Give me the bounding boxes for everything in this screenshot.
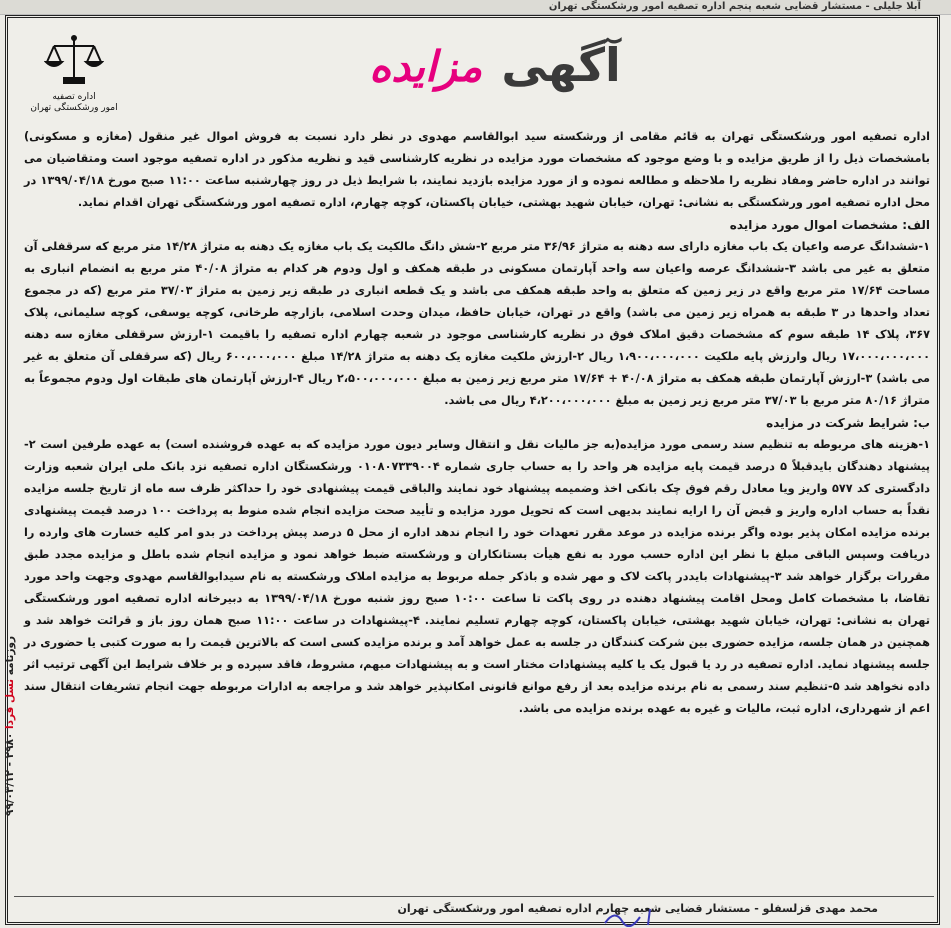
footer-divider bbox=[14, 896, 934, 897]
header-strip-text: آبلا جلیلی - مستشار قضایی شعبه پنجم اداره تصفیه امور ورشکستگی تهران bbox=[548, 1, 921, 12]
newspaper-name-red: نسل فردا bbox=[4, 678, 16, 729]
title-word-auction: مزایده bbox=[369, 42, 483, 91]
section-b-title: ب: شرایط شرکت در مزایده bbox=[766, 416, 930, 430]
section-b-text: ۱-هزینه های مربوطه به تنظیم سند رسمی مورد مزایده(به جز مالیات نقل و انتقال وسایر دیون مورد مزایده که به عهده فروشنده است) به عهده طرفین است ۲-پیشنهاد دهندگان بایدقبلاً ۵ درصد قیمت پایه مزایده هر واحد را به حساب جاری شماره ۰۱۰۸۰۷۳۳۹۰۰۴ ورشکستگان اداره تصفیه نزد بانک ملی ایران شعبه وزارت دادگستری کد ۵۷۷ واریز ویا معادل رقم فوق چک بانکی اخذ وضمیمه پیشنهاد خود نمایند والباقی قیمت پیشنهادی خود را حداکثر ظرف سه ماه از تاریخ جلسه مزایده نقداً به حساب اداره واریز و قبض آن را ارایه نمایند بدیهی است که تحویل مورد مزایده و تأیید صحت مزایده انجام شده منوط به پرداخت ۱۰۰ درصد قیمت پیشنهادی برنده مزایده امکان پذیر بوده واگر برنده مزایده در موعد مقرر تعهدات خود را انجام ندهد اداره از محل ۵ درصد پیش پرداخت در بدو امر کلیه خسارت های وارده را دریافت وسپس الباقی مبلغ با نظر این اداره حسب مورد به نفع هیأت بستانکاران و ورشکسته ضبط خواهد نمود و مزایده انجام شده باطل و مزایده مجدد طبق مقررات برگزار خواهد شد ۳-پیشنهادات بایددر پاکت لاک و مهر شده و باذکر جمله مربوط به مزایده املاک ورشکسته به نام سیدابوالقاسم مهدوی وجهت واحد مورد تقاضا، با مشخصات کامل ومحل اقامت پیشنهاد دهنده در روی پاکت تا ساعت ۱۰:۰۰ صبح روز شنبه مورخ ۱۳۹۹/۰۴/۱۸ به دبیرخانه اداره تصفیه امور ورشکستگی تهران به نشانی: تهران، خیابان شهید بهشتی، خیابان پاکستان، کوچه چهارم تسلیم نمایند. ۴-پیشنهادات در ساعت ۱۱:۰۰ صبح همان روز باز و قرائت خواهد شد و همچنین در همان جلسه، مزایده حضوری بین شرکت کنندگان در جلسه به عمل خواهد آمد و برنده مزایده کسی است که بالاترین قیمت را به صورت کتبی یا حضوری در جلسه پیشنهاد نماید. اداره تصفیه در رد یا قبول یک یا کلیه پیشنهادات مختار است و به پیشنهادات مبهم، مشروط، فاقد سپرده و بر خلاف شرایط این آگهی ترتیب اثر داده نخواهد شد ۵-تنظیم سند رسمی به نام برنده مزایده بعد از رفع موانع قانونی امکانپذیر خواهد شد و مراجعه به ادارات مربوطه جهت انجام تشریفات انتقال سند اعم از شهرداری، اداره ثبت، مالیات و غیره به عهده برنده مزایده می باشد. bbox=[24, 438, 930, 715]
intro-paragraph: اداره تصفیه امور ورشکستگی تهران به قائم مقامی از ورشکسته سید ابوالقاسم مهدوی در نظر دارد نسبت به فروش اموال غیر منقول (مغازه و مسکونی) بامشخصات ذیل را از طریق مزایده و با وضع موجود که مشخصات مورد مزایده در نظریه کارشناسی قید و نظریه مذکور در اداره تصفیه موجود است ومتقاضیان می توانند در اداره حاضر ومفاد نظریه را ملاحظه و مطالعه نموده و از مورد مزایده بازدید نمایند، با شرایط ذیل در روز چهارشنبه ساعت ۱۱:۰۰ صبح مورخ ۱۳۹۹/۰۴/۱۸ در محل اداره تصفیه امور ورشکستگی به نشانی: تهران، خیابان شهید بهشتی، خیابان پاکستان، کوچه چهارم، اداره تصفیه امور ورشکستگی تهران اقدام نماید. bbox=[24, 130, 930, 209]
emblem-line-1: اداره تصفیه bbox=[52, 92, 96, 102]
newspaper-side-label bbox=[0, 580, 16, 880]
emblem-line-2: امور ورشکستگی تهران bbox=[30, 103, 118, 113]
signature-line: محمد مهدی قزلسفلو - مستشار قضایی شعبه چهارم اداره تصفیه امور ورشکستگی تهران bbox=[397, 902, 878, 915]
judiciary-emblem bbox=[26, 32, 122, 122]
scales-of-justice-icon bbox=[44, 32, 104, 88]
newspaper-issue: ۲۹۸۰ - ۹۹/۰۳/۱۲ bbox=[4, 732, 16, 817]
newspaper-name: روزنامه bbox=[4, 635, 16, 676]
header-strip bbox=[0, 0, 951, 15]
title-word-notice: آگهی bbox=[501, 38, 621, 92]
section-a-text: ۱-ششدانگ عرصه واعیان یک باب مغازه دارای سه دهنه به متراژ ۳۶/۹۶ متر مربع ۲-شش دانگ مالکیت یک باب مغازه یک دهنه به متراژ ۱۴/۲۸ متر مربع که سرقفلی آن متعلق به غیر می باشد ۳-ششدانگ عرصه واعیان سه واحد آپارتمان مسکونی در طبقه همکف و اول ودوم هر کدام به متراژ ۴۰/۰۸ متر مربع به انضمام انباری به مساحت ۱۷/۶۴ متر مربع واقع در زیر زمین که متعلق به واحد طبقه همکف می باشد و یک قطعه انباری در طبقه زیر زمین به متراژ ۳۷/۰۳ متر مربع (که در مجموع تعداد واحدها در ۳ طبقه به همراه زیر زمین می باشد) واقع در تهران، خیابان حافظ، میدان وحدت اسلامی، بازارچه طرخانی، کوچه یوسفی، کوچه سلیمانی، پلاک ۳۶۷، پلاک ۱۴ طبقه سوم که مشخصات دقیق املاک فوق در نظریه کارشناسی موجود در شعبه چهارم اداره تصفیه را باقیمت ۱-ارزش سرقفلی مغازه سه دهنه ۱۷،۰۰۰،۰۰۰،۰۰۰ ریال وارزش پایه ملکیت ۱،۹۰۰،۰۰۰،۰۰۰ ریال ۲-ارزش ملکیت مغازه یک دهنه به متراژ ۱۴/۲۸ مبلغ ۶۰۰،۰۰۰،۰۰۰ ریال (که سرقفلی آن متعلق به غیر می باشد) ۳-ارزش آپارتمان طبقه همکف به متراژ ۴۰/۰۸ + ۱۷/۶۴ متر مربع زیر زمین به مبلغ ۲،۵۰۰،۰۰۰،۰۰۰ ریال ۴-ارزش آپارتمان های طبقات اول ودوم مجموعاً به متراژ ۸۰/۱۶ متر مربع با ۳۷/۰۳ متر مربع زیر زمین به مبلغ ۴،۲۰۰،۰۰۰،۰۰۰ ریال می باشد. bbox=[24, 240, 931, 407]
handwritten-mark-icon bbox=[600, 905, 680, 927]
section-a-title: الف: مشخصات اموال مورد مزایده bbox=[729, 218, 930, 232]
notice-title bbox=[330, 38, 660, 108]
notice-body bbox=[24, 126, 930, 720]
